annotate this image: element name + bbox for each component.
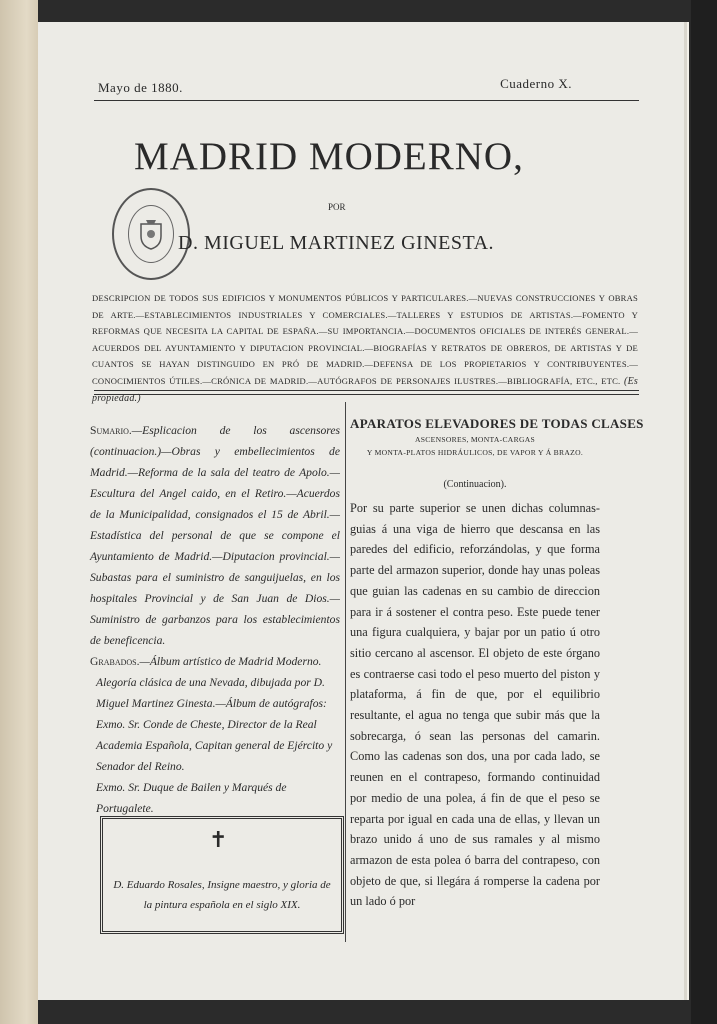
grabado-item: Exmo. Sr. Duque de Bailen y Marqués de Portugalete. (96, 781, 287, 815)
coat-of-arms-icon (128, 205, 174, 263)
continuation-note: (Continuacion). (443, 479, 507, 490)
grabado-item: Alegoría clásica de una Nevada, dibujada por D. Miguel Martinez Ginesta.—Álbum de autógrafos: (96, 676, 327, 710)
header-rule (94, 100, 639, 101)
sumario-label: Sumario. (90, 424, 132, 437)
article-column (350, 416, 644, 912)
newspaper-page (38, 22, 684, 1000)
page-edge-shadow (691, 0, 717, 1024)
summary-column (90, 420, 340, 819)
author-name: D. MIGUEL MARTINEZ GINESTA. (178, 232, 495, 254)
article-title: APARATOS ELEVADORES DE TODAS CLASES (350, 416, 644, 431)
sumario-paragraph (90, 420, 340, 651)
column-divider (345, 402, 346, 942)
book-spine (0, 0, 38, 1024)
issue-date: Mayo de 1880. (98, 80, 183, 95)
propiedad-note: (Es propiedad.) (92, 375, 638, 404)
memorial-box (100, 816, 344, 934)
section-double-rule (94, 390, 639, 395)
article-body: Por su parte superior se unen dichas columnas-guias á una viga de hierro que descansa en las paredes del edificio, reforzándolas, y que forma parte del armazon superior, donde hay unas poleas que guian las cadenas en su cambio de direccion para ir á sostener el contra peso. Este puede tener una figura cualquiera, y bajar por un patio ú otro sitio cercano al ascensor. El objeto de este órgano es contraerse casi todo el peso muerto del piston y plataforma, á fin de que, por el equilibrio resultante, el agua no tenga que subir más que la sobrecarga, ó sean las personas del camarin. Como las cadenas son dos, una por cada lado, se reunen en el contrapeso, formando continuidad por medio de una polea, á fin de que el peso se reparta por igual en cada una de ellas, y llevan un brazo unido á uno de sus ramales y al mismo armazon de esta polea ó barra del contrapeso, con objeto de que, si llegára á romperse la cadena por un lado ó por (350, 501, 600, 909)
memorial-caption: D. Eduardo Rosales, Insigne maestro, y gloria de la pintura española en el siglo XIX. (113, 879, 331, 911)
grabados-text: —Álbum artístico de Madrid Moderno. (139, 655, 322, 668)
sumario-text: —Esplicacion de los ascensores (continuacion.)—Obras y embellecimientos de Madrid.—Reforma de la sala del teatro de Apolo.—Escultura del Angel caido, en el Retiro.—Acuerdos de la Municipalidad, consignados el 15 de Abril.—Estadística del personal de que se compone el Ayuntamiento de Madrid.—Diputacion provincial.—Subastas para el suministro de sanguijuelas, en los hospitales Provincial y de San Juan de Dios.—Suministro de garbanzos para los establecimientos de beneficencia. (90, 424, 340, 647)
grabado-item: Exmo. Sr. Conde de Cheste, Director de la Real Academia Española, Capitan general de Ejército y Senador del Reino. (96, 718, 333, 773)
byline-por: POR (328, 202, 346, 212)
grabados-paragraph (90, 651, 340, 672)
masthead-title: MADRID MODERNO, (134, 135, 524, 178)
issue-number: Cuaderno X. (500, 76, 572, 91)
grabados-label: Grabados. (90, 655, 140, 668)
description-text: DESCRIPCION DE TODOS SUS EDIFICIOS Y MONUMENTOS PÚBLICOS Y PARTICULARES.—NUEVAS CONSTRUCCIONES Y OBRAS DE ARTE.—ESTABLECIMIENTOS INDUSTRIALES Y COMERCIALES.—TALLERES Y ESTUDIOS DE ARTISTAS.—FOMENTO Y REFORMAS QUE NECESITA LA CAPITAL DE ESPAÑA.—SU IMPORTANCIA.—DOCUMENTOS OFICIALES DE INTERÉS GENERAL.—ACUERDOS DEL AYUNTAMIENTO Y DIPUTACION PROVINCIAL.—BIOGRAFÍAS Y RETRATOS DE OBREROS, DE ARTISTAS Y DE CUANTOS SE HAYAN DISTINGUIDO EN PRÓ DE MADRID.—DEFENSA DE LOS PROPIETARIOS Y CONTRIBUYENTES.—CONOCIMIENTOS ÚTILES.—CRÓNICA DE MADRID.—AUTÓGRAFOS DE PERSONAJES ILUSTRES.—BIBLIOGRAFÍA, ETC., ETC. (92, 293, 638, 386)
article-subtitle: ASCENSORES, MONTA-CARGAS (414, 435, 536, 444)
article-subtitle-2: Y MONTA-PLATOS HIDRÁULICOS, DE VAPOR Y Á BRAZO. (366, 448, 584, 457)
cross-icon: ✝ (209, 827, 228, 852)
